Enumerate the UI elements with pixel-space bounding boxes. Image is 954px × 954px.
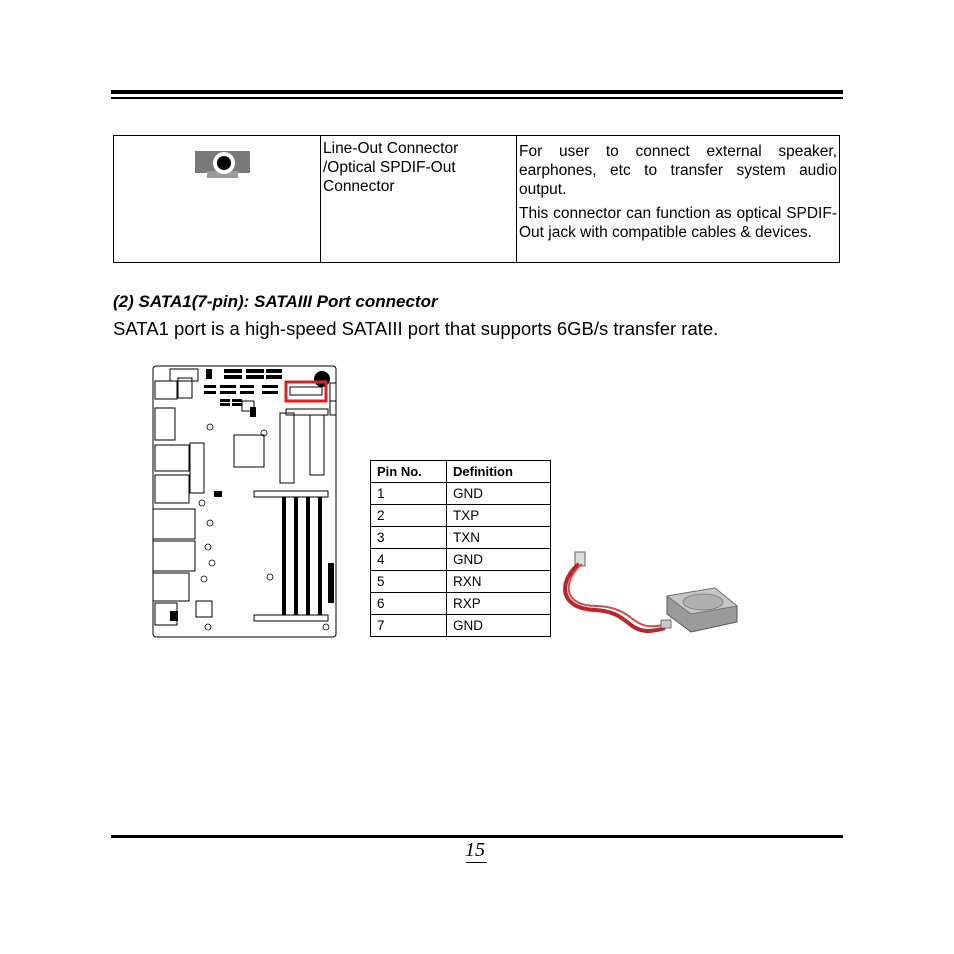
- table-row: [371, 483, 551, 505]
- pin-table-header: [371, 461, 551, 483]
- definition-header: Definition: [447, 461, 551, 483]
- pin-definition: TXP: [447, 505, 551, 527]
- connector-description-1: For user to connect external speaker, earphones, etc to transfer system audio output.: [519, 143, 837, 198]
- connector-table: [113, 135, 840, 263]
- pin-no: 5: [371, 571, 447, 593]
- connector-description: [517, 136, 840, 263]
- pin-definition: RXP: [447, 593, 551, 615]
- pin-no: 1: [371, 483, 447, 505]
- pin-definition: TXN: [447, 527, 551, 549]
- table-row: [371, 527, 551, 549]
- table-row: [371, 615, 551, 637]
- connector-description-2: This connector can function as optical SPDIF-Out jack with compatible cables & devices.: [519, 205, 837, 241]
- sata-cable-drive-image: [555, 548, 740, 642]
- section-body: SATA1 port is a high-speed SATAIII port that supports 6GB/s transfer rate.: [113, 318, 719, 339]
- pin-no: 3: [371, 527, 447, 549]
- table-row: [371, 571, 551, 593]
- pin-table: [370, 460, 551, 637]
- header-rule-thin: [111, 97, 843, 99]
- pin-no: 7: [371, 615, 447, 637]
- pin-definition: RXN: [447, 571, 551, 593]
- table-row: [371, 505, 551, 527]
- table-row: [371, 549, 551, 571]
- header-rule-thick: [111, 90, 843, 94]
- footer-rule: [111, 835, 843, 838]
- pin-no-header: Pin No.: [371, 461, 447, 483]
- pin-definition: GND: [447, 615, 551, 637]
- pin-no: 2: [371, 505, 447, 527]
- pin-no: 4: [371, 549, 447, 571]
- motherboard-diagram: [150, 363, 338, 639]
- table-row: [371, 593, 551, 615]
- page-number-underline: [466, 862, 487, 863]
- connector-name: Line-Out Connector /Optical SPDIF-Out Connector: [321, 136, 517, 263]
- pin-no: 6: [371, 593, 447, 615]
- section-title: (2) SATA1(7-pin): SATAIII Port connector: [113, 292, 438, 311]
- pin-definition: GND: [447, 483, 551, 505]
- connector-image-cell: [114, 136, 321, 263]
- audio-jack-icon: [195, 149, 250, 178]
- pin-definition: GND: [447, 549, 551, 571]
- page-number: 15: [465, 839, 485, 861]
